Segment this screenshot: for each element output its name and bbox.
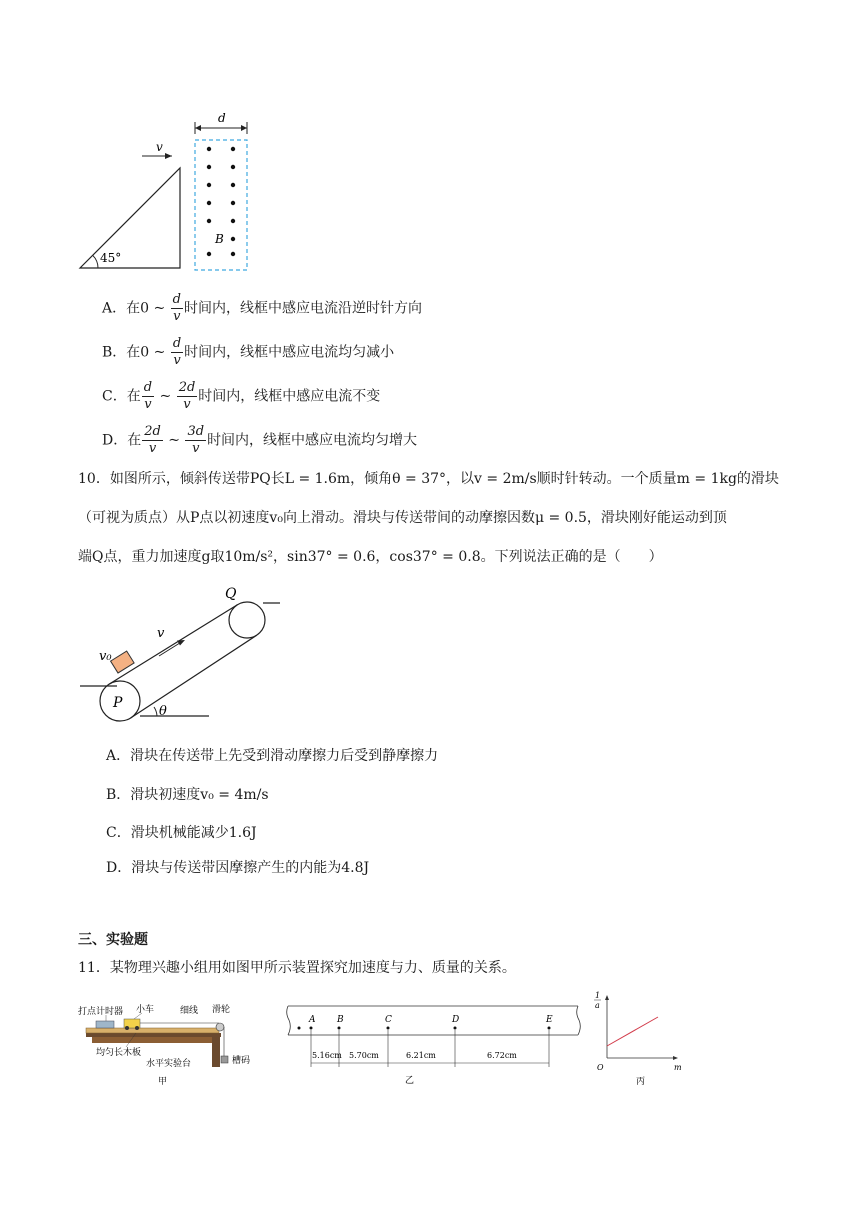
q10-line1: 10．如图所示，倾斜传送带PQ长L = 1.6m，倾角θ = 37°，以v = 2m/s顺时针转动。一个质量m = 1kg的滑块 — [78, 471, 779, 487]
d-label: d — [218, 111, 226, 125]
q9-option-d: D．在 $\frac{2d}{v}$ ~ $\frac{3d}{v}$ 时间内，线框中感应电流均匀增大 — [102, 424, 418, 456]
q9-figure — [70, 108, 270, 278]
P-label: P — [113, 695, 123, 711]
q10-option-c: C．滑块机械能减少1.6J — [106, 825, 257, 841]
svg-text:乙: 乙 — [405, 1076, 415, 1086]
svg-text:5.16cm: 5.16cm — [312, 1051, 342, 1060]
q11-figure-jia — [76, 1000, 266, 1100]
q9-option-a: A．在0 ~ $\frac{d}{v}$ 时间内，线框中感应电流沿逆时针方向 — [102, 292, 422, 324]
svg-text:水平实验台: 水平实验台 — [146, 1059, 192, 1069]
theta-label: θ — [159, 704, 167, 719]
svg-text:A: A — [309, 1015, 316, 1025]
q11-figure-yi — [283, 1003, 588, 1093]
q10-line2: （可视为质点）从P点以初速度v₀向上滑动。滑块与传送带间的动摩擦因数μ = 0.5，滑块刚好能运动到顶 — [78, 510, 727, 526]
svg-text:5.70cm: 5.70cm — [349, 1051, 379, 1060]
q9-option-c: C．在 $\frac{d}{v}$ ~ $\frac{2d}{v}$ 时间内，线框中感应电流不变 — [102, 380, 381, 412]
section-title: 三、实验题 — [78, 932, 148, 948]
svg-text:E: E — [546, 1015, 553, 1025]
q10-stem — [78, 466, 798, 571]
q10-option-b: B．滑块初速度v₀ = 4m/s — [106, 787, 269, 803]
v0-label: v₀ — [99, 649, 112, 664]
svg-text:甲: 甲 — [158, 1077, 168, 1087]
svg-text:细线: 细线 — [180, 1006, 199, 1016]
q10-line3: 端Q点，重力加速度g取10m/s²，sin37° = 0.6，cos37° = 0.8。下列说法正确的是（ ） — [78, 549, 663, 565]
q10-option-d: D．滑块与传送带因摩擦产生的内能为4.8J — [106, 860, 370, 876]
svg-text:6.72cm: 6.72cm — [487, 1051, 517, 1060]
svg-text:C: C — [385, 1015, 392, 1025]
svg-text:滑轮: 滑轮 — [212, 1005, 231, 1015]
q11-stem: 11．某物理兴趣小组用如图甲所示装置探究加速度与力、质量的关系。 — [78, 960, 516, 976]
Q-label: Q — [225, 586, 237, 602]
q11-figure-bing — [590, 990, 690, 1090]
svg-text:O: O — [597, 1063, 604, 1072]
q10-option-a: A．滑块在传送带上先受到滑动摩擦力后受到静摩擦力 — [106, 748, 439, 764]
svg-text:丙: 丙 — [636, 1077, 646, 1087]
svg-text:D: D — [452, 1015, 460, 1025]
svg-text:槽码: 槽码 — [232, 1056, 251, 1066]
svg-text:小车: 小车 — [136, 1005, 155, 1015]
v-belt-label: v — [157, 626, 165, 641]
svg-text:B: B — [337, 1015, 344, 1025]
B-label: B — [215, 232, 224, 246]
q9-option-b: B．在0 ~ $\frac{d}{v}$ 时间内，线框中感应电流均匀减小 — [102, 336, 395, 368]
svg-text:6.21cm: 6.21cm — [406, 1051, 436, 1060]
svg-text:打点计时器: 打点计时器 — [78, 1007, 124, 1017]
q10-figure — [75, 583, 290, 733]
v-label: v — [156, 140, 163, 154]
svg-text:m: m — [674, 1063, 682, 1072]
svg-text:1: 1 — [595, 991, 601, 1000]
svg-text:均匀长木板: 均匀长木板 — [96, 1048, 142, 1058]
angle-label: 45° — [100, 251, 122, 265]
svg-text:a: a — [595, 1001, 600, 1010]
